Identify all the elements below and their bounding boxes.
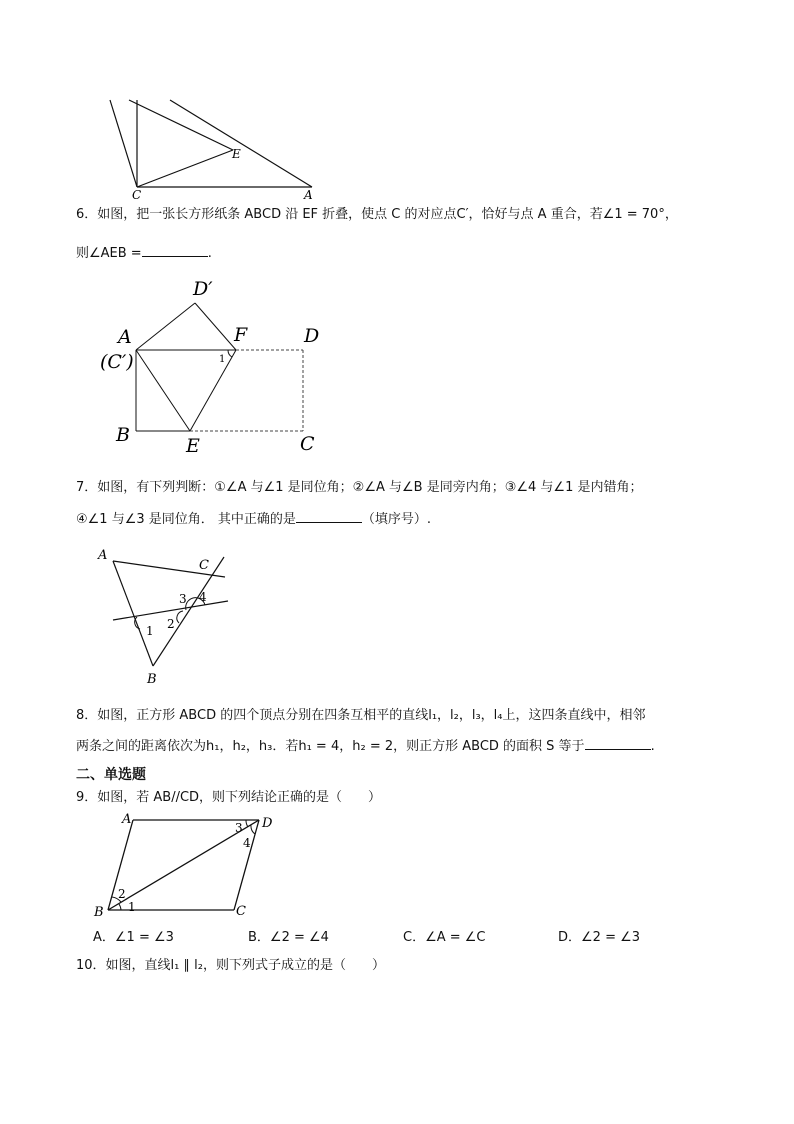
q9-option-d[interactable]: D．∠2 = ∠3 <box>558 930 641 945</box>
q8-line2-before: 两条之间的距离依次为h₁，h₂，h₃．若h₁ = 4，h₂ = 2，则正方形 ABCD 的面积 S 等于 <box>76 739 585 754</box>
q6-line2 <box>76 244 212 262</box>
fig6-line-ae <box>136 350 190 431</box>
fig7-label-3: 3 <box>179 592 187 606</box>
q9-option-b[interactable]: B．∠2 = ∠4 <box>248 930 329 945</box>
fig5-label-a: A <box>304 188 313 202</box>
fig7-label-2: 2 <box>167 617 175 631</box>
q8-line2 <box>76 737 655 755</box>
fig5-line-ce <box>137 150 233 187</box>
fig9-angle-3-arc <box>246 820 248 827</box>
fig5-line-hyp <box>170 100 312 187</box>
fig6-line-ad-prime <box>136 303 195 350</box>
figure-q6 <box>100 275 340 455</box>
fig6-label-c: C <box>300 433 315 455</box>
q6-line2-after: . <box>207 246 212 261</box>
fig9-label-2: 2 <box>118 887 126 901</box>
q7-line1: 7．如图，有下列判断：①∠A 与∠1 是同位角；②∠A 与∠B 是同旁内角；③∠4 与∠1 是内错角； <box>76 480 643 495</box>
fig9-angle-1-arc <box>119 904 121 910</box>
fig6-label-e: E <box>186 435 200 457</box>
q7-line2-after: （填序号）. <box>361 512 432 527</box>
q8-line1: 8．如图，正方形 ABCD 的四个顶点分别在四条互相平的直线l₁，l₂，l₃，l₄上，这四条直线中，相邻 <box>76 708 646 723</box>
fig5-label-c: C <box>132 188 142 202</box>
q6-line1: 6．如图，把一张长方形纸条 ABCD 沿 EF 折叠，使点 C 的对应点C′，恰好与点 A 重合，若∠1 = 70°， <box>76 207 678 222</box>
fig6-label-angle-1: 1 <box>219 354 226 365</box>
fig5-line-left <box>110 100 137 187</box>
section-single-choice-title: 二、单选题 <box>76 767 146 783</box>
fig9-label-1: 1 <box>128 900 136 914</box>
q9-option-a[interactable]: A．∠1 = ∠3 <box>93 930 174 945</box>
q9-option-c[interactable]: C．∠A = ∠C <box>403 930 486 945</box>
q9-stem: 9．如图，若 AB//CD，则下列结论正确的是（ ） <box>76 790 382 805</box>
fig6-label-b: B <box>116 424 130 446</box>
fig6-line-d-prime-f <box>195 303 236 350</box>
fig7-label-1: 1 <box>146 624 154 638</box>
fig7-label-b: B <box>147 672 157 687</box>
q10-stem: 10．如图，直线l₁ ∥ l₂，则下列式子成立的是（ ） <box>76 958 385 973</box>
q8-line2-after: . <box>650 739 655 754</box>
fig6-label-d-prime: D′ <box>193 278 213 300</box>
fig9-label-4: 4 <box>243 836 251 850</box>
fig7-label-c: C <box>199 558 209 573</box>
fig6-label-d: D <box>304 325 320 347</box>
fig5-label-e: E <box>232 147 241 161</box>
fig6-label-a: A <box>118 326 132 348</box>
fig9-label-d: D <box>262 816 273 831</box>
fig7-label-4: 4 <box>199 590 207 604</box>
fig9-angle-4-arc <box>251 825 255 834</box>
fig7-angle-1-arc <box>135 617 140 629</box>
fig6-line-fe <box>190 350 236 431</box>
fig9-label-3: 3 <box>235 821 243 835</box>
fig6-label-c-prime: (C′) <box>100 351 134 373</box>
q7-line2-before: ④∠1 与∠3 是同位角． 其中正确的是 <box>76 512 296 527</box>
figure-q7 <box>95 543 245 693</box>
q6-line2-before: 则∠AEB = <box>76 246 142 261</box>
fig9-label-c: C <box>236 904 246 919</box>
q8-answer-blank[interactable] <box>585 737 651 750</box>
fig6-label-f: F <box>234 324 248 346</box>
figure-q5 <box>100 95 320 205</box>
figure-q9 <box>93 810 293 920</box>
fig6-angle-1-arc <box>228 350 232 357</box>
fig7-line-ab <box>113 561 153 666</box>
q7-line2 <box>76 510 431 528</box>
fig7-label-a: A <box>98 548 108 563</box>
q6-answer-blank[interactable] <box>142 244 208 257</box>
fig5-line-top <box>129 100 233 150</box>
fig9-label-a: A <box>122 812 132 827</box>
fig9-label-b: B <box>94 905 104 920</box>
q7-answer-blank[interactable] <box>296 510 362 523</box>
